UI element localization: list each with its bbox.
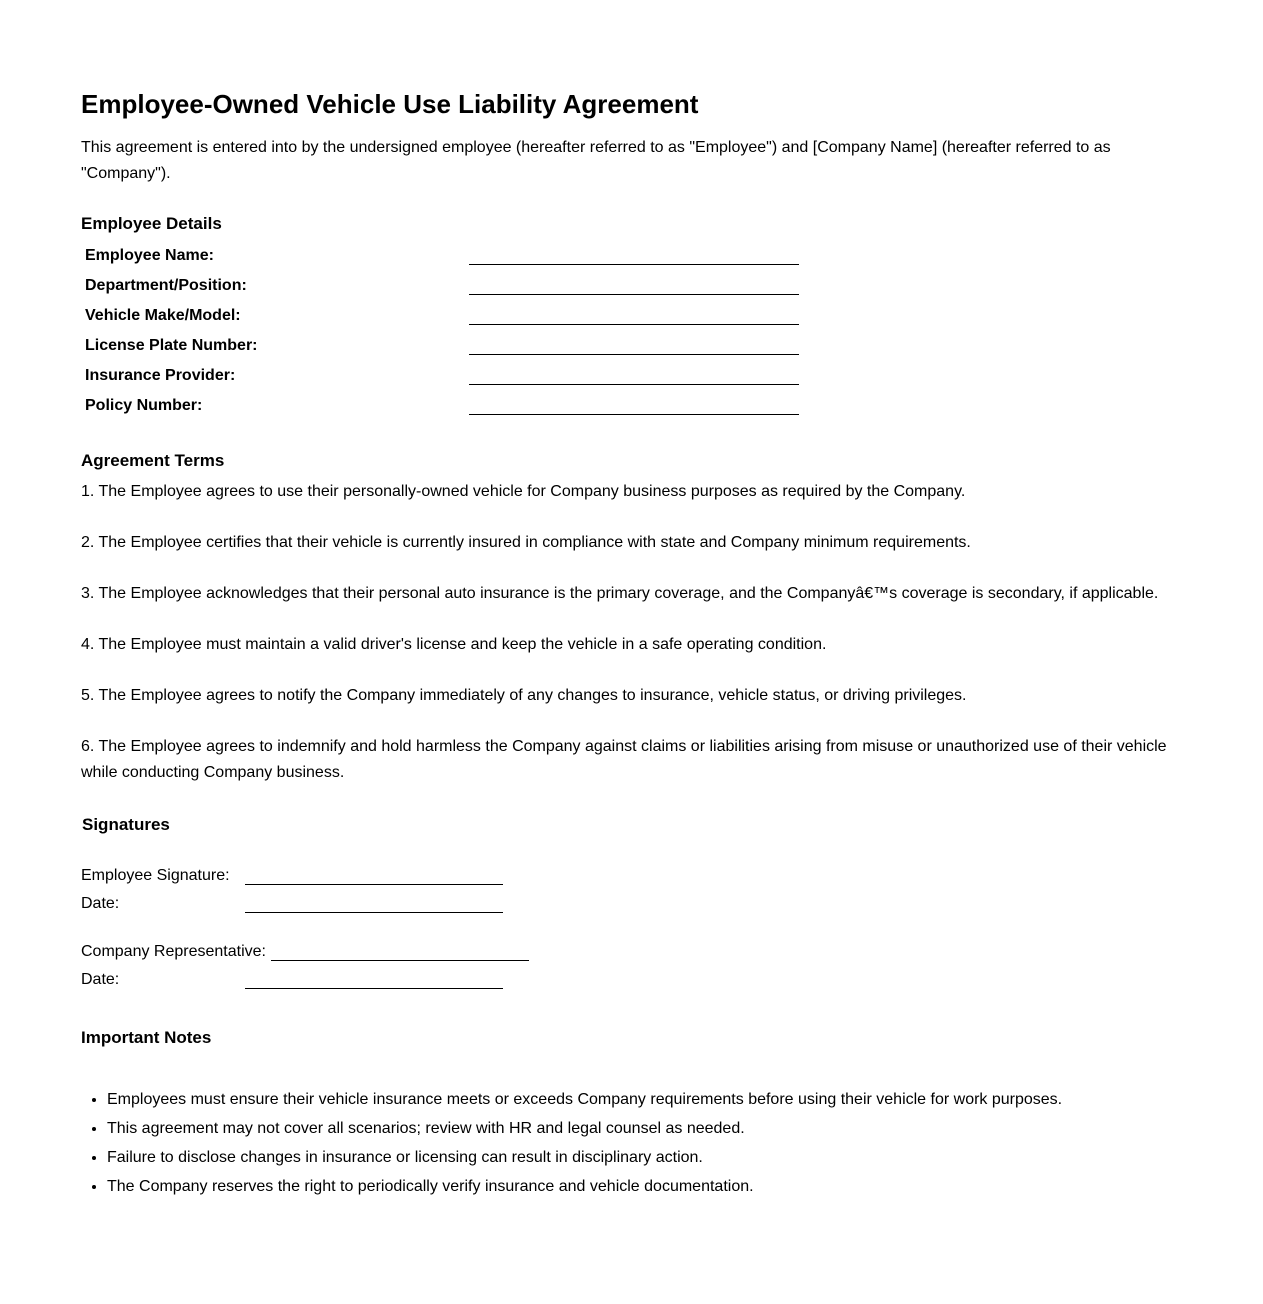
field-label: Insurance Provider: [85, 367, 236, 384]
signatures-heading: Signatures [82, 815, 170, 834]
field-license-plate-number [85, 334, 805, 364]
note-item: • Employees must ensure their vehicle insurance meets or exceeds Company requirements before using their vehicle for work purposes. [107, 1085, 1157, 1114]
term-item: 1. The Employee agrees to use their personally-owned vehicle for Company business purposes as required by the Company. [81, 483, 966, 500]
intro-paragraph: This agreement is entered into by the undersigned employee (hereafter referred to as "Employee") and [Company Name] (hereafter referred to as "Company"). [81, 139, 1111, 182]
field-vehicle-make-model [85, 304, 805, 334]
important-notes-heading: Important Notes [81, 1028, 212, 1047]
employee-name-blank[interactable] [469, 264, 799, 265]
field-employee-name [85, 244, 805, 274]
field-policy-number [85, 394, 805, 424]
company-date-label: Date: [81, 971, 120, 988]
agreement-terms-list [81, 479, 1181, 811]
department-position-blank[interactable] [469, 294, 799, 295]
company-representative-row [81, 943, 581, 965]
term-item: 6. The Employee agrees to indemnify and hold harmless the Company against claims or liabilities arising from misuse or unauthorized use of their vehicle while conducting Company business. [81, 738, 1167, 781]
employee-date-row [81, 895, 581, 917]
policy-number-blank[interactable] [469, 414, 799, 415]
company-representative-label: Company Representative: [81, 943, 266, 960]
field-label: Department/Position: [85, 277, 247, 294]
employee-signature-label: Employee Signature: [81, 867, 230, 884]
employee-signature-blank[interactable] [245, 884, 503, 885]
term-item: 5. The Employee agrees to notify the Company immediately of any changes to insurance, vehicle status, or driving privileges. [81, 687, 967, 704]
term-item: 4. The Employee must maintain a valid driver's license and keep the vehicle in a safe operating condition. [81, 636, 827, 653]
vehicle-make-model-blank[interactable] [469, 324, 799, 325]
field-label: License Plate Number: [85, 337, 258, 354]
employee-details-fields [85, 244, 805, 424]
company-date-row [81, 971, 581, 993]
employee-signature-row [81, 867, 581, 889]
document-title: Employee-Owned Vehicle Use Liability Agreement [81, 89, 699, 119]
field-label: Employee Name: [85, 247, 214, 264]
insurance-provider-blank[interactable] [469, 384, 799, 385]
company-representative-blank[interactable] [271, 960, 529, 961]
note-item: • This agreement may not cover all scenarios; review with HR and legal counsel as needed. [107, 1114, 1157, 1143]
employee-details-heading: Employee Details [81, 214, 222, 233]
field-label: Policy Number: [85, 397, 203, 414]
term-item: 3. The Employee acknowledges that their personal auto insurance is the primary coverage, and the Companyâ€™s coverage is secondary, if applicable. [81, 585, 1159, 602]
employee-date-label: Date: [81, 895, 120, 912]
company-date-blank[interactable] [245, 988, 503, 989]
field-insurance-provider [85, 364, 805, 394]
term-item: 2. The Employee certifies that their vehicle is currently insured in compliance with state and Company minimum requirements. [81, 534, 971, 551]
note-item: • Failure to disclose changes in insurance or licensing can result in disciplinary action. [107, 1143, 1157, 1172]
agreement-terms-heading: Agreement Terms [81, 451, 225, 470]
license-plate-number-blank[interactable] [469, 354, 799, 355]
field-department-position [85, 274, 805, 304]
note-item: • The Company reserves the right to periodically verify insurance and vehicle documentation. [107, 1172, 1157, 1201]
field-label: Vehicle Make/Model: [85, 307, 241, 324]
important-notes-list [81, 1085, 1157, 1201]
employee-date-blank[interactable] [245, 912, 503, 913]
